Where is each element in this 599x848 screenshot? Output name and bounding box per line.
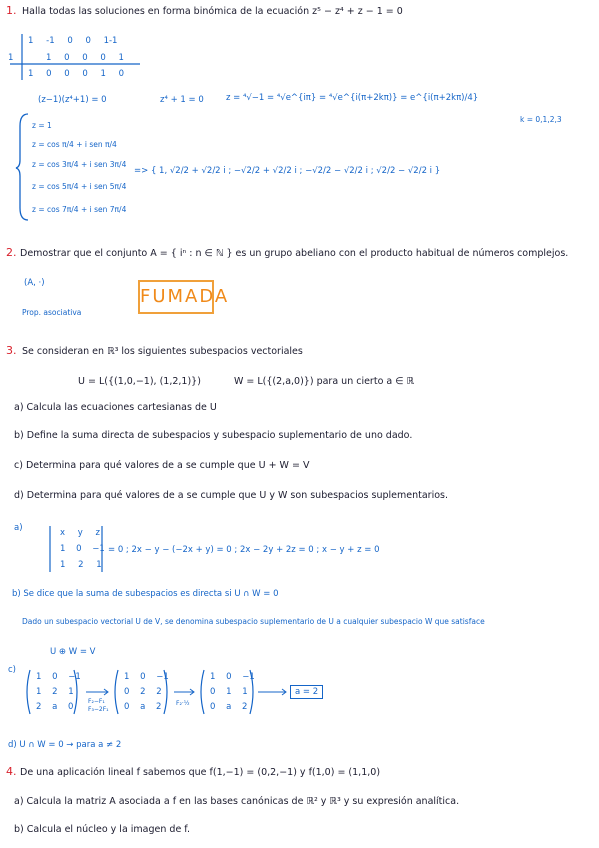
m2-row2: 0 2 2 [124, 687, 162, 697]
q1-roots-expr: z = ⁴√−1 = ⁴√e^{iπ} = ⁴√e^{i(π+2kπ)} = e^{i(π+2kπ)/4} [226, 93, 479, 103]
m1-row3: 2 a 0 [36, 702, 74, 712]
q3-number: 3. [6, 344, 17, 357]
fumada-stamp: FUMADA [138, 280, 214, 314]
ans-a-label: a) [14, 523, 23, 533]
ans-a-equation: = 0 ; 2x − y − (−2x + y) = 0 ; 2x − 2y + 2z = 0 ; x − y + z = 0 [108, 545, 380, 555]
ans-b-line3: U ⊕ W = V [50, 647, 96, 657]
sol-3: z = cos 3π/4 + i sen 3π/4 [32, 160, 127, 169]
q3-U-def: U = L({(1,0,−1), (1,2,1)}) [78, 376, 201, 387]
q3-statement: Se consideran en ℝ³ los siguientes subespacios vectoriales [22, 346, 303, 357]
q1-k-values: k = 0,1,2,3 [520, 115, 562, 124]
q3-part-a: a) Calcula las ecuaciones cartesianas de U [14, 402, 217, 413]
ruffini-row2: 1 0 0 0 1 [46, 53, 124, 63]
q2-number: 2. [6, 246, 17, 259]
q1-factor: (z−1)(z⁴+1) = 0 [38, 95, 107, 105]
q1-final-set: => { 1, √2/2 + √2/2 i ; −√2/2 + √2/2 i ; −√2/2 − √2/2 i ; √2/2 − √2/2 i } [134, 166, 441, 176]
solutions-brace [16, 112, 30, 222]
m3-row2: 0 1 1 [210, 687, 248, 697]
ans-d: d) U ∩ W = 0 → para a ≠ 2 [8, 740, 122, 750]
q3-part-b: b) Define la suma directa de subespacios y subespacio suplementario de uno dado. [14, 430, 413, 441]
q1-quartic: z⁴ + 1 = 0 [160, 95, 204, 105]
ans-b-line1: b) Se dice que la suma de subespacios es directa si U ∩ W = 0 [12, 589, 279, 599]
result-c-box: a = 2 [290, 685, 323, 699]
det-row1: x y z [60, 528, 100, 538]
q4-statement: De una aplicación lineal f sabemos que f(1,−1) = (0,2,−1) y f(1,0) = (1,1,0) [20, 767, 381, 778]
op1a: F₂−F₁ [88, 698, 105, 705]
q1-statement: Halla todas las soluciones en forma binómica de la ecuación z⁵ − z⁴ + z − 1 = 0 [22, 6, 403, 17]
op2: F₂·½ [176, 700, 190, 707]
sol-2: z = cos π/4 + i sen π/4 [32, 140, 117, 149]
m1-row2: 1 2 1 [36, 687, 74, 697]
sol-4: z = cos 5π/4 + i sen 5π/4 [32, 182, 127, 191]
m3-row3: 0 a 2 [210, 702, 248, 712]
q2-group-label: (A, ·) [24, 278, 45, 288]
q4-part-a: a) Calcula la matriz A asociada a f en las bases canónicas de ℝ² y ℝ³ y su expresión analítica. [14, 796, 460, 807]
ans-b-line2: Dado un subespacio vectorial U de V, se denomina subespacio suplementario de U a cualquier subespacio W que satisface [22, 617, 485, 626]
q2-statement: Demostrar que el conjunto A = { iⁿ : n ∈ ℕ } es un grupo abeliano con el producto habitual de números complejos. [20, 248, 569, 259]
q4-part-b: b) Calcula el núcleo y la imagen de f. [14, 824, 190, 835]
m3-row1: 1 0 −1 [210, 672, 255, 682]
q3-W-def: W = L({(2,a,0)}) para un cierto a ∈ ℝ [234, 376, 415, 387]
q3-part-d: d) Determina para qué valores de a se cumple que U y W son subespacios suplementarios. [14, 490, 448, 501]
q2-prop-label: Prop. asociativa [22, 308, 82, 317]
ruffini-root: 1 [8, 53, 14, 63]
sol-5: z = cos 7π/4 + i sen 7π/4 [32, 205, 127, 214]
q4-number: 4. [6, 765, 17, 778]
sol-1: z = 1 [32, 121, 52, 130]
det-row3: 1 2 1 [60, 560, 102, 570]
op1b: F₃−2F₁ [88, 706, 109, 713]
q3-part-c: c) Determina para qué valores de a se cumple que U + W = V [14, 460, 310, 471]
ruffini-row1: 1 -1 0 0 1-1 [28, 36, 118, 46]
q1-number: 1. [6, 4, 17, 17]
m2-row1: 1 0 −1 [124, 672, 169, 682]
m2-row3: 0 a 2 [124, 702, 162, 712]
det-row2: 1 0 −1 [60, 544, 105, 554]
ruffini-row3: 1 0 0 0 1 0 [28, 69, 125, 79]
m1-row1: 1 0 −1 [36, 672, 81, 682]
ans-c-label: c) [8, 665, 16, 675]
